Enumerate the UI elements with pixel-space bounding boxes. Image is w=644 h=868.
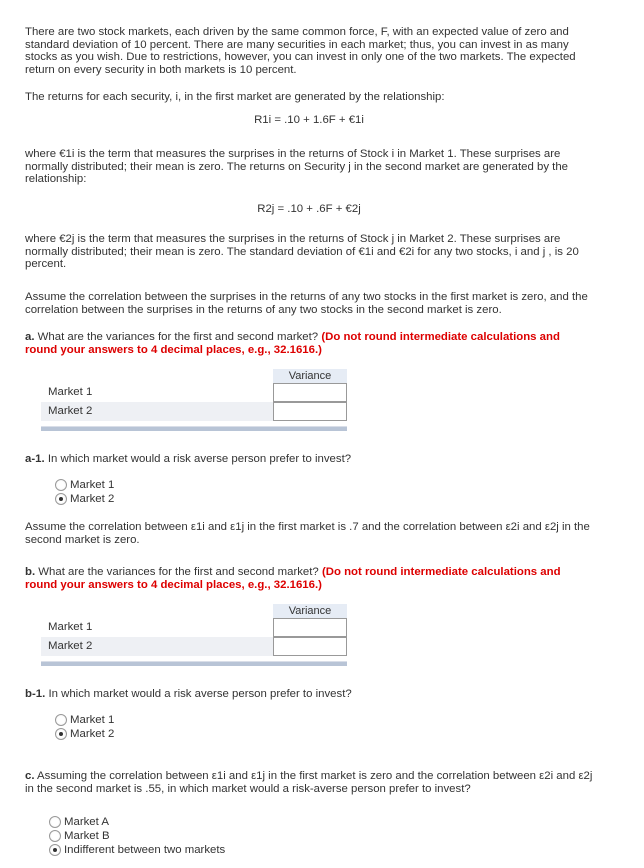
intro-paragraph bbox=[25, 26, 593, 76]
question-b1 bbox=[25, 688, 593, 701]
radio-button[interactable] bbox=[49, 816, 61, 828]
variance-header-b: Variance bbox=[273, 604, 347, 618]
question-b-note: (Do not round intermediate calculations and round your answers to 4 decimal places, e.g., 32.1616.) bbox=[25, 566, 561, 591]
equation-1 bbox=[25, 114, 593, 127]
question-c-text: Assuming the correlation between ε1i and ε1j in the first market is zero and the correlation between ε2i and ε2j in the second market is .55, in which market would a risk-averse person prefer to invest? bbox=[25, 770, 593, 795]
market1-description bbox=[25, 148, 593, 186]
question-a bbox=[25, 331, 593, 356]
table-row bbox=[41, 383, 347, 402]
question-b1-label: b-1. bbox=[25, 688, 46, 700]
radio-label: Market B bbox=[64, 830, 110, 842]
radio-label: Market 2 bbox=[70, 728, 115, 740]
question-c-label: c. bbox=[25, 770, 35, 782]
table-row bbox=[41, 618, 347, 637]
radio-button[interactable] bbox=[55, 714, 67, 726]
market1-intro bbox=[25, 91, 593, 104]
radio-button-selected[interactable] bbox=[55, 493, 67, 505]
row-label-market-2: Market 2 bbox=[48, 640, 93, 652]
variance-input-b-market-1[interactable] bbox=[273, 618, 347, 637]
question-b1-text: In which market would a risk averse person prefer to invest? bbox=[48, 688, 352, 700]
question-a-label: a. bbox=[25, 331, 35, 343]
question-c bbox=[25, 770, 593, 795]
question-a-text: What are the variances for the first and second market? bbox=[37, 331, 319, 343]
market1-description-text: where €1i is the term that measures the surprises in the returns of Stock i in Market 1. These surprises are normally distributed; their mean is zero. The returns on Security j in the second market are generated by the relationship: bbox=[25, 148, 569, 185]
question-b-text: What are the variances for the first and second market? bbox=[38, 566, 319, 578]
variance-input-b-market-2[interactable] bbox=[273, 637, 347, 656]
variance-input-a-market-2[interactable] bbox=[273, 402, 347, 421]
table-row bbox=[41, 402, 347, 421]
radio-label: Market 2 bbox=[70, 493, 115, 505]
row-label-market-1: Market 1 bbox=[48, 386, 93, 398]
radio-label: Market 1 bbox=[70, 714, 115, 726]
assumption-b-text: Assume the correlation between ε1i and ε1j in the first market is .7 and the correlation between ε2i and ε2j in the second market is zero. bbox=[25, 521, 590, 546]
table-footer-bar bbox=[41, 661, 347, 666]
question-a1-label: a-1. bbox=[25, 453, 45, 465]
question-b-label: b. bbox=[25, 566, 36, 578]
table-row bbox=[41, 637, 347, 656]
radio-label: Market 1 bbox=[70, 479, 115, 491]
assumption-b bbox=[25, 521, 593, 546]
variance-header-a: Variance bbox=[273, 369, 347, 383]
intro-text: There are two stock markets, each driven by the same common force, F, with an expected value of zero and standard deviation of 10 percent. There are many securities in each market; thus, you can invest in as many stocks as you wish. Due to restrictions, however, you can invest in only one of the two markets. The expected return on every security in both markets is 10 percent. bbox=[25, 26, 576, 76]
question-a1-text: In which market would a risk averse person prefer to invest? bbox=[47, 453, 352, 465]
radio-label: Indifferent between two markets bbox=[64, 844, 226, 856]
market2-description-text: where €2j is the term that measures the surprises in the returns of Stock j in Market 2. These surprises are normally distributed; their mean is zero. The standard deviation of €1i and €2i for any two stocks, i and j , is 20 percent. bbox=[25, 233, 579, 270]
radio-label: Market A bbox=[64, 816, 109, 828]
table-footer-bar bbox=[41, 426, 347, 431]
market1-intro-text: The returns for each security, i, in the first market are generated by the relationship: bbox=[25, 91, 445, 103]
assumption-text: Assume the correlation between the surprises in the returns of any two stocks in the first market is zero, and the correlation between the surprises in the returns of any two stocks in the second market is zero. bbox=[25, 291, 588, 316]
equation-2-text: R2j = .10 + .6F + €2j bbox=[257, 203, 361, 215]
row-label-market-1: Market 1 bbox=[48, 621, 93, 633]
market2-description bbox=[25, 233, 593, 271]
question-b bbox=[25, 566, 593, 591]
question-a1 bbox=[25, 453, 593, 466]
assumption-paragraph bbox=[25, 291, 593, 316]
radio-button-selected[interactable] bbox=[55, 728, 67, 740]
variance-table-a bbox=[41, 369, 339, 433]
equation-1-text: R1i = .10 + 1.6F + €1i bbox=[254, 114, 364, 126]
variance-table-b bbox=[41, 604, 339, 668]
radio-button[interactable] bbox=[55, 479, 67, 491]
radio-button[interactable] bbox=[49, 830, 61, 842]
row-label-market-2: Market 2 bbox=[48, 405, 93, 417]
radio-button-selected[interactable] bbox=[49, 844, 61, 856]
question-a-note: (Do not round intermediate calculations and round your answers to 4 decimal places, e.g., 32.1616.) bbox=[25, 331, 560, 356]
equation-2 bbox=[25, 203, 593, 216]
variance-input-a-market-1[interactable] bbox=[273, 383, 347, 402]
